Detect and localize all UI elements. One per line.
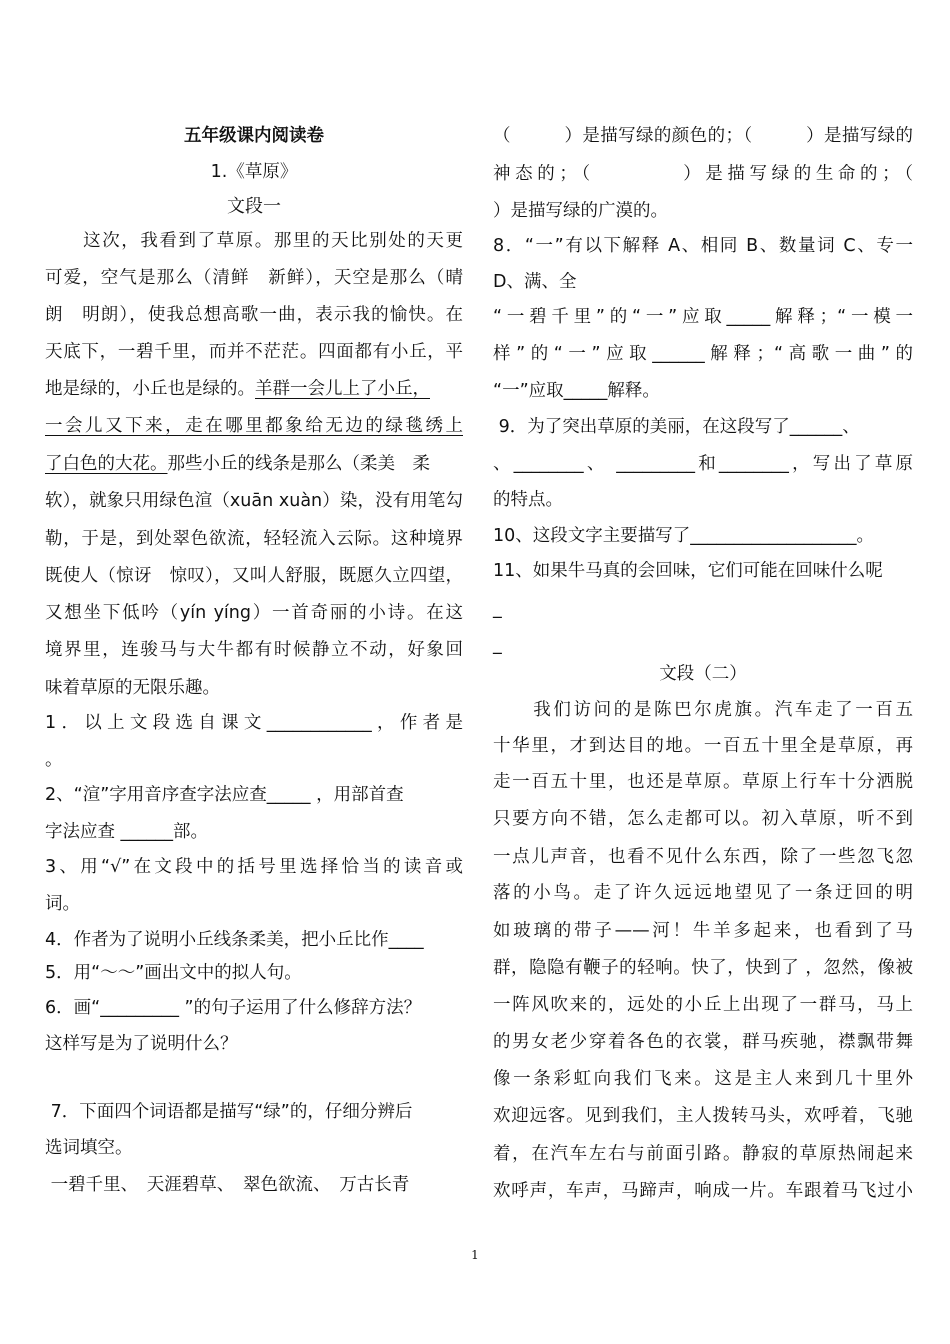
question-line: （ ）是描写绿的颜色的；（ ）是描写绿的 bbox=[493, 126, 913, 146]
answer-line: _ bbox=[493, 635, 502, 655]
question-line: 这样写是为了说明什么？ bbox=[45, 1034, 238, 1054]
question-line: 1．以上文段选自课文____________，作者是 bbox=[45, 713, 463, 733]
passage-line: 走一百五十里，也还是草原。草原上行车十分洒脱 bbox=[493, 772, 913, 792]
question-line: 2、“渲”字用音序查字法应查_____ ，用部首查 bbox=[45, 785, 404, 805]
passage-line: 我们访问的是陈巴尔虎旗。汽车走了一百五 bbox=[493, 700, 913, 720]
question-line: 11、如果牛马真的会回味，它们可能在回味什么呢 bbox=[493, 561, 883, 581]
question-line: 3、用“√”在文段中的括号里选择恰当的读音或 bbox=[45, 857, 463, 877]
word-choices: 一碧千里、 天涯碧草、 翠色欲流、 万古长青 bbox=[45, 1175, 410, 1195]
passage-line: 天底下，一碧千里，而并不茫茫。四面都有小丘，平 bbox=[45, 342, 463, 362]
question-line: “一碧千里”的“一”应取_____解释；“一模一 bbox=[493, 307, 913, 327]
passage-text: 地是绿的，小丘也是绿的。 bbox=[45, 379, 255, 399]
underlined-sentence: 一会儿又下来，走在哪里都象给无边的绿毯绣上 bbox=[45, 416, 463, 436]
question-line: 、________、 _________和________，写出了草原 bbox=[493, 454, 913, 474]
passage-line: 像一条彩虹向我们飞来。这是主人来到几十里外 bbox=[493, 1069, 913, 1089]
passage-line: 朗 明朗），使我总想高歌一曲，表示我的愉快。在 bbox=[45, 305, 463, 325]
passage-line bbox=[45, 377, 430, 401]
question-line: D、满、全 bbox=[493, 272, 577, 292]
question-line: 词。 bbox=[45, 894, 80, 914]
question-line: 8．“一”有以下解释 A、相同 B、数量词 C、专一 bbox=[493, 236, 913, 256]
passage-line: 着，在汽车左右与前面引路。静寂的草原热闹起来 bbox=[493, 1144, 913, 1164]
passage-line: 这次，我看到了草原。那里的天比别处的天更 bbox=[45, 231, 463, 251]
question-line: 神态的；（ ）是描写绿的生命的；（ bbox=[493, 164, 913, 184]
passage-text: 那些小丘的线条是那么（柔美 柔 bbox=[167, 454, 430, 474]
passage-line: 群，隐隐有鞭子的轻响。快了，快到了 ，忽然，像被 bbox=[493, 958, 913, 978]
question-line: 5．用“～～”画出文中的拟人句。 bbox=[45, 963, 302, 983]
question-line: 字法应查 ______部。 bbox=[45, 822, 209, 842]
question-line: 6．画“_________ ”的句子运用了什么修辞方法？ bbox=[45, 998, 422, 1018]
answer-line: _ bbox=[493, 599, 502, 619]
passage-line: 味着草原的无限乐趣。 bbox=[45, 678, 220, 698]
question-line: “一”应取_____解释。 bbox=[493, 381, 660, 401]
question-line: 选词填空。 bbox=[45, 1138, 133, 1158]
question-line: 10、这段文字主要描写了___________________。 bbox=[493, 526, 875, 546]
question-line: 样”的“一”应取______解释；“高歌一曲”的 bbox=[493, 344, 913, 364]
question-line: 4．作者为了说明小丘线条柔美，把小丘比作____ bbox=[45, 930, 424, 950]
passage-line: 软），就象只用绿色渲（xuān xuàn）染，没有用笔勾 bbox=[45, 491, 463, 511]
passage-line: 既使人（惊讶 惊叹），又叫人舒服，既愿久立四望， bbox=[45, 566, 463, 586]
passage-line: 的男女老少穿着各色的衣裳，群马疾驰，襟飘带舞 bbox=[493, 1032, 913, 1052]
passage-line bbox=[45, 452, 430, 476]
passage-line: 勒，于是，到处翠色欲流，轻轻流入云际。这种境界 bbox=[45, 529, 463, 549]
passage-line: 一阵风吹来的，远处的小丘上出现了一群马，马上 bbox=[493, 995, 913, 1015]
page-title: 五年级课内阅读卷 bbox=[184, 126, 324, 146]
underlined-sentence: 羊群一会儿上了小丘， bbox=[255, 379, 430, 399]
question-line: 7．下面四个词语都是描写“绿”的，仔细分辨后 bbox=[45, 1102, 413, 1122]
question-line: ）是描写绿的广漠的。 bbox=[493, 201, 668, 221]
section-title-1: 文段一 bbox=[227, 196, 281, 217]
section-title-2: 文段（二） bbox=[659, 664, 747, 684]
page-number: 1 bbox=[471, 1248, 479, 1262]
question-line: 。 bbox=[45, 750, 63, 770]
passage-line: 一点儿声音，也看不见什么东西，除了一些忽飞忽 bbox=[493, 847, 913, 867]
passage-line: 又想坐下低吟（yín yíng）一首奇丽的小诗。在这 bbox=[45, 603, 463, 623]
passage-line: 境界里，连骏马与大牛都有时候静立不动，好象回 bbox=[45, 640, 463, 660]
passage-line: 如玻璃的带子——河！牛羊多起来，也看到了马 bbox=[493, 921, 913, 941]
passage-line: 只要方向不错，怎么走都可以。初入草原，听不到 bbox=[493, 809, 913, 829]
question-line: 9．为了突出草原的美丽，在这段写了______、 bbox=[493, 417, 860, 437]
lesson-title: 1.《草原》 bbox=[210, 162, 298, 182]
passage-line: 可爱，空气是那么（清鲜 新鲜），天空是那么（晴 bbox=[45, 268, 463, 288]
question-line: 的特点。 bbox=[493, 490, 563, 510]
passage-line: 欢呼声，车声，马蹄声，响成一片。车跟着马飞过小 bbox=[493, 1181, 913, 1201]
passage-line: 欢迎远客。见到我们，主人拨转马头，欢呼着，飞驰 bbox=[493, 1106, 913, 1126]
passage-line: 落的小鸟。走了许久远远地望见了一条迂回的明 bbox=[493, 883, 913, 903]
passage-line: 十华里，才到达目的地。一百五十里全是草原，再 bbox=[493, 736, 913, 756]
underlined-sentence: 了白色的大花。 bbox=[45, 454, 168, 474]
